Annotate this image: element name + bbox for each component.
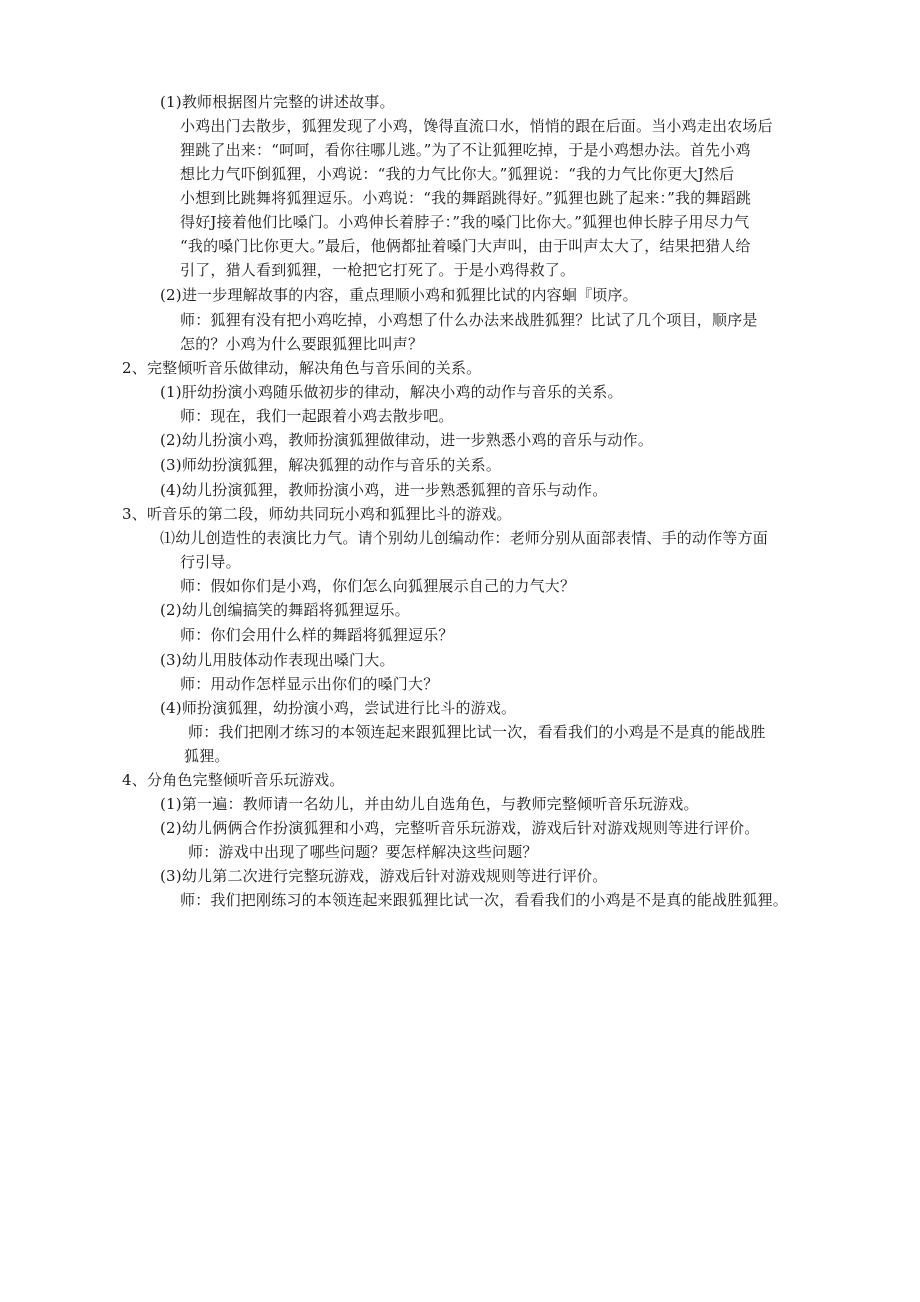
sub-item-2-2: (2)幼儿扮演小鸡，教师扮演狐狸做律动，进一步熟悉小鸡的音乐与动作。 — [160, 431, 654, 449]
teacher-question-1-cont: 怎的？小鸡为什么要跟狐狸比叫声？ — [180, 335, 424, 353]
sub-item-2-3: (3)师幼扮演狐狸，解决狐狸的动作与音乐的关系。 — [160, 456, 502, 474]
sub-item-3-2: (2)幼儿创编搞笑的舞蹈将狐狸逗乐。 — [160, 601, 410, 619]
sub-item-2-1: (1)肝幼扮演小鸡随乐做初步的律动，解决小鸡的动作与音乐的关系。 — [160, 383, 623, 401]
story-line-2: 狸跳了出来：“呵呵，看你往哪儿逃。”为了不让狐狸吃掉，于是小鸡想办法。首先小鸡 — [180, 141, 751, 159]
section-4-heading: 4、分角色完整倾听音乐玩游戏。 — [122, 771, 345, 789]
sub-item-4-2: (2)幼儿俩俩合作扮演狐狸和小鸡，完整听音乐玩游戏，游戏后针对游戏规则等进行评价。 — [160, 819, 760, 837]
teacher-line-3-4: 师：我们把刚才练习的本领连起来跟狐狸比试一次，看看我们的小鸡是不是真的能战胜 — [188, 723, 766, 741]
sub-item-3-3: (3)幼儿用肢体动作表现出嗓门大。 — [160, 651, 395, 669]
sub-item-3-1-cont: 行引导。 — [180, 553, 241, 571]
sub-item-4-1: (1)第一遍：教师请一名幼儿，并由幼儿自选角色，与教师完整倾听音乐玩游戏。 — [160, 795, 699, 813]
teacher-line-3-3: 师：用动作怎样显示出你们的嗓门大？ — [180, 675, 439, 693]
teacher-line-3-1: 师：假如你们是小鸡，你们怎么向狐狸展示自己的力气大？ — [180, 577, 576, 595]
sub-item-1-2: (2)进一步理解故事的内容，重点理顺小鸡和狐狸比试的内容蛔『顷序。 — [160, 286, 638, 304]
sub-item-1-1: (1)教师根据图片完整的讲述故事。 — [160, 93, 395, 111]
sub-item-2-4: (4)幼儿扮演狐狸，教师扮演小鸡，进一步熟悉狐狸的音乐与动作。 — [160, 481, 608, 499]
section-2-heading: 2、完整倾听音乐做律动，解决角色与音乐间的关系。 — [122, 359, 482, 377]
teacher-question-1: 师：狐狸有没有把小鸡吃掉，小鸡想了什么办法来战胜狐狸？比试了几个项目，顺序是 — [180, 311, 758, 329]
teacher-line-4-3: 师：我们把刚练习的本领连起来跟狐狸比试一次，看看我们的小鸡是不是真的能战胜狐狸。 — [180, 891, 789, 909]
story-line-4: 小想到比跳舞将狐狸逗乐。小鸡说：“我的舞蹈跳得好。”狐狸也跳了起来：”我的舞蹈跳 — [180, 189, 752, 207]
teacher-line-2-1: 师：现在，我们一起跟着小鸡去散步吧。 — [180, 407, 454, 425]
section-3-heading: 3、听音乐的第二段，师幼共同玩小鸡和狐狸比斗的游戏。 — [122, 505, 512, 523]
sub-item-3-1: ⑴幼儿创造性的表演比力气。请个别幼儿创编动作：老师分别从面部表情、手的动作等方面 — [160, 529, 769, 547]
story-line-5: 得好J接着他们比嗓门。小鸡伸长着脖子：”我的嗓门比你大。”狐狸也伸长脖子用尽力气 — [180, 213, 750, 231]
teacher-line-3-4-cont: 狐狸。 — [184, 747, 230, 765]
story-line-7: 引了，猎人看到狐狸，一枪把它打死了。于是小鸡得救了。 — [180, 261, 576, 279]
story-line-1: 小鸡出门去散步，狐狸发现了小鸡，馋得直流口水，悄悄的跟在后面。当小鸡走出农场后 — [180, 117, 773, 135]
story-line-6: “我的嗓门比你更大。”最后，他俩都扯着嗓门大声叫，由于叫声太大了，结果把猎人给 — [180, 237, 751, 255]
sub-item-4-3: (3)幼儿第二次进行完整玩游戏，游戏后针对游戏规则等进行评价。 — [160, 867, 608, 885]
teacher-line-3-2: 师：你们会用什么样的舞蹈将狐狸逗乐？ — [180, 626, 454, 644]
teacher-line-4-2: 师：游戏中出现了哪些问题？要怎样解决这些问题？ — [188, 843, 538, 861]
sub-item-3-4: (4)师扮演狐狸，幼扮演小鸡，尝试进行比斗的游戏。 — [160, 699, 517, 717]
story-line-3: 想比力气吓倒狐狸，小鸡说：“我的力气比你大。”狐狸说：“我的力气比你更大J然后 — [180, 165, 735, 183]
